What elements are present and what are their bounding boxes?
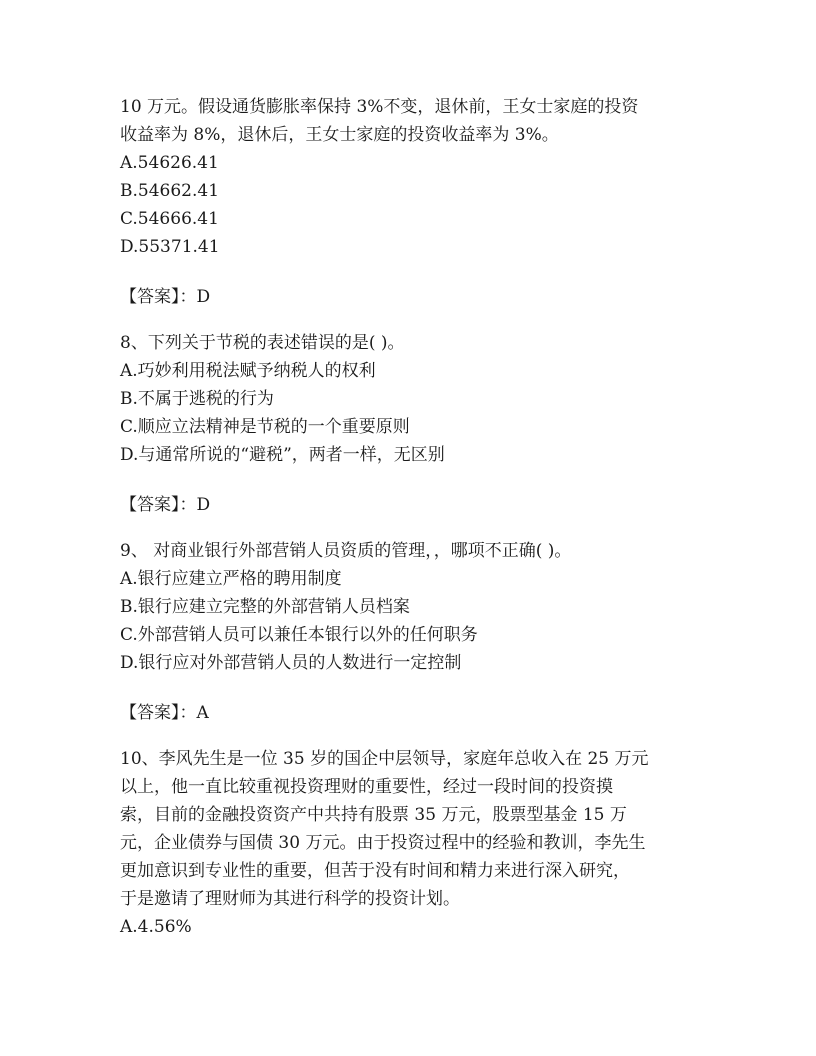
document-page bbox=[120, 93, 710, 941]
option-d: D.55371.41 bbox=[120, 237, 220, 257]
question-8 bbox=[120, 329, 710, 519]
option-b: B.不属于逃税的行为 bbox=[120, 389, 274, 409]
question-stem-line: 索，目前的金融投资资产中共持有股票 35 万元，股票型基金 15 万 bbox=[120, 805, 627, 825]
option-d: D.与通常所说的“避税”，两者一样，无区别 bbox=[120, 445, 445, 465]
question-stem-line: 8、下列关于节税的表述错误的是( )。 bbox=[120, 333, 405, 353]
question-stem-line: 10 万元。假设通货膨胀率保持 3%不变，退休前，王女士家庭的投资 bbox=[120, 97, 639, 117]
question-stem-line: 10、李风先生是一位 35 岁的国企中层领导，家庭年总收入在 25 万元 bbox=[120, 749, 649, 769]
question-stem-line: 于是邀请了理财师为其进行科学的投资计划。 bbox=[120, 889, 460, 909]
option-d: D.银行应对外部营销人员的人数进行一定控制 bbox=[120, 653, 462, 673]
question-stem-line: 元，企业债券与国债 30 万元。由于投资过程中的经验和教训，李先生 bbox=[120, 833, 646, 853]
question-9 bbox=[120, 537, 710, 727]
question-stem-line: 更加意识到专业性的重要，但苦于没有时间和精力来进行深入研究， bbox=[120, 861, 630, 881]
answer-line: 【答案】：D bbox=[120, 287, 211, 307]
question-stem-line: 以上，他一直比较重视投资理财的重要性，经过一段时间的投资摸 bbox=[120, 777, 613, 797]
answer-line: 【答案】：D bbox=[120, 495, 211, 515]
question-7 bbox=[120, 93, 710, 311]
option-a: A.银行应建立严格的聘用制度 bbox=[120, 569, 342, 589]
option-a: A.54626.41 bbox=[120, 153, 219, 173]
option-b: B.银行应建立完整的外部营销人员档案 bbox=[120, 597, 410, 617]
question-10 bbox=[120, 745, 710, 941]
answer-line: 【答案】：A bbox=[120, 703, 209, 723]
question-stem-line: 9、 对商业银行外部营销人员资质的管理，，哪项不正确( )。 bbox=[120, 541, 572, 561]
option-c: C.外部营销人员可以兼任本银行以外的任何职务 bbox=[120, 625, 478, 645]
option-c: C.54666.41 bbox=[120, 209, 219, 229]
option-b: B.54662.41 bbox=[120, 181, 220, 201]
option-a: A.巧妙利用税法赋予纳税人的权利 bbox=[120, 361, 376, 381]
question-stem-line: 收益率为 8%，退休后，王女士家庭的投资收益率为 3%。 bbox=[120, 125, 559, 145]
option-c: C.顺应立法精神是节税的一个重要原则 bbox=[120, 417, 410, 437]
option-a: A.4.56% bbox=[120, 917, 192, 937]
